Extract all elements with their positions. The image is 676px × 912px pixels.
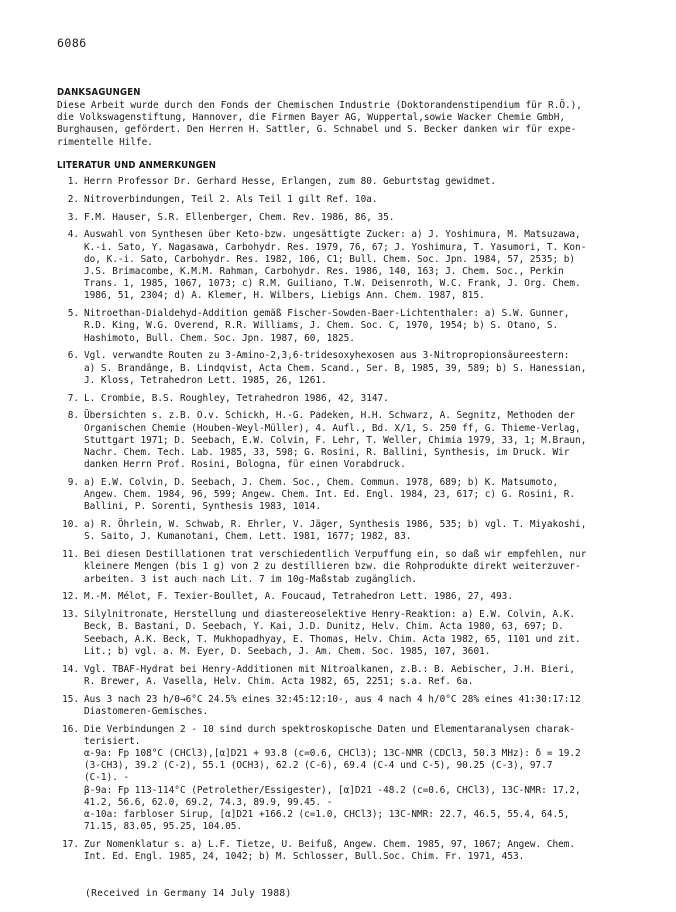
reference-text: Vgl. verwandte Routen zu 3-Amino-2,3,6-tridesoxyhexosen aus 3-Nitropropionsäureestern: a) S. Brandänge, B. Lindqvist, Acta Chem. Scand., Ser. B, 1985, 39, 589; b) S. Hanessian, J. Kloss, Tetrahedron Lett. 1985, 26, 1261. bbox=[84, 350, 587, 386]
reference-number: 8. bbox=[67, 410, 79, 422]
reference-number: 2. bbox=[67, 193, 79, 205]
reference-number: 6. bbox=[67, 350, 79, 362]
reference-text: M.-M. Mélot, F. Texier-Boullet, A. Foucaud, Tetrahedron Lett. 1986, 27, 493. bbox=[84, 591, 513, 603]
reference-item bbox=[57, 212, 667, 224]
reference-text: a) E.W. Colvin, D. Seebach, J. Chem. Soc., Chem. Commun. 1978, 689; b) K. Matsumoto, Angew. Chem. 1984, 96, 599; Angew. Chem. Int. Ed. Engl. 1984, 23, 617; c) G. Rosini, R. Ballini, P. Sorenti, Synthesis 1983, 1014. bbox=[84, 477, 576, 513]
reference-number: 5. bbox=[67, 308, 79, 320]
reference-list bbox=[57, 176, 667, 869]
reference-text: Herrn Professor Dr. Gerhard Hesse, Erlangen, zum 80. Geburtstag gewidmet. bbox=[84, 176, 497, 187]
acknowledgements-heading: DANKSAGUNGEN bbox=[57, 87, 141, 98]
reference-item bbox=[57, 176, 667, 188]
reference-text: Auswahl von Synthesen über Keto-bzw. ungesättigte Zucker: a) J. Yoshimura, M. Matsuzawa, K.-i. Sato, Y. Nagasawa, Carbohydr. Res. 1979, 76, 67; J. Yoshimura, T. Yasumori, T. Kon- do, K.-i. Sato, Carbohydr. Res. 1982, 106, C1; Bull. Chem. Soc. Jpn. 1984, 57, 2535; b) J.S. Brimacombe, K.M.M. Rahman, Carbohydr. Res. 1986, 140, 163; J. Chem. Soc., Perkin Trans. 1, 1985, 1067, 1073; c) R.M. Guiliano, T.W. Deisenroth, W.C. Frank, J. Org. Chem. 1986, 51, 2304; d) A. Klemer, H. Wilbers, Liebigs Ann. Chem. 1987, 815. bbox=[84, 229, 587, 302]
reference-number: 16. bbox=[62, 723, 79, 735]
reference-text: Nitroethan-Dialdehyd-Addition gemäß Fischer-Sowden-Baer-Lichtenthaler: a) S.W. Gunner, R.D. King, W.G. Overend, R.R. Williams, J. Chem. Soc. C, 1970, 1954; b) S. Otano, S. Hashimoto, Bull. Chem. Soc. Jpn. 1987, 60, 1825. bbox=[84, 308, 570, 344]
reference-number: 13. bbox=[62, 609, 79, 621]
reference-item bbox=[57, 519, 667, 543]
reference-item bbox=[57, 694, 667, 718]
reference-number: 9. bbox=[67, 477, 79, 489]
reference-number: 7. bbox=[67, 392, 79, 404]
reference-text: Zur Nomenklatur s. a) L.F. Tietze, U. Beifuß, Angew. Chem. 1985, 97, 1067; Angew. Chem. Int. Ed. Engl. 1985, 24, 1042; b) M. Schlosser, Bull.Soc. Chim. Fr. 1971, 453. bbox=[84, 839, 576, 863]
reference-number: 14. bbox=[62, 663, 79, 675]
reference-item bbox=[57, 229, 667, 302]
reference-text: Die Verbindungen 2 - 10 sind durch spektroskopische Daten und Elementaranalysen charak- terisiert. α-9a: Fp 108°C (CHCl3),[α]D21 + 93.8 (c=0.6, CHCl3); 13C-NMR (CDCl3, 50.3 MHz): δ = 19.2 (3-CH3), 39.2 (C-2), 55.1 (OCH3), 62.2 (C-6), 69.4 (C-4 und C-5), 90.25 (C-3), 97.7 (C-1). - β-9a: Fp 113-114°C (Petrolether/Essigester), [α]D21 -48.2 (c=0.6, CHCl3), 13C-NMR: 17.2, 41.2, 56.6, 62.0, 69.2, 74.3, 89.9, 99.45. - α-10a: farbloser Sirup, [α]D21 +166.2 (c=1.0, CHCl3); 13C-NMR: 22.7, 46.5, 55.4, 64.5, 71.15, 83.05, 95.25, 104.05. bbox=[84, 723, 581, 833]
reference-item bbox=[57, 350, 667, 387]
reference-item bbox=[57, 609, 667, 658]
reference-number: 15. bbox=[62, 693, 79, 705]
reference-item bbox=[57, 839, 667, 863]
reference-item bbox=[57, 194, 667, 206]
reference-item bbox=[57, 393, 667, 405]
page-number: 6086 bbox=[57, 36, 87, 50]
reference-text: Aus 3 nach 23 h/0→6°C 24.5% eines 32:45:12:10-, aus 4 nach 4 h/0°C 28% eines 41:30:17:12 Diastomeren-Gemisches. bbox=[84, 693, 581, 717]
reference-text: F.M. Hauser, S.R. Ellenberger, Chem. Rev. 1986, 86, 35. bbox=[84, 211, 395, 223]
reference-number: 11. bbox=[62, 549, 79, 561]
reference-item bbox=[57, 591, 667, 603]
reference-number: 10. bbox=[62, 519, 79, 531]
reference-item bbox=[57, 664, 667, 688]
references-heading: LITERATUR UND ANMERKUNGEN bbox=[57, 160, 217, 171]
reference-text: L. Crombie, B.S. Roughley, Tetrahedron 1986, 42, 3147. bbox=[84, 392, 389, 404]
acknowledgements-paragraph: Diese Arbeit wurde durch den Fonds der Chemischen Industrie (Doktorandenstipendium für R.Ö.), die Volkswagenstiftung, Hannover, die Firmen Bayer AG, Wuppertal,sowie Wacker Chemie GmbH, Burghausen, gefördert. Den Herren H. Sattler, G. Schnabel und S. Becker danken wir für expe- rimentelle Hilfe. bbox=[57, 100, 582, 148]
reference-item bbox=[57, 308, 667, 345]
reference-text: Nitroverbindungen, Teil 2. Als Teil 1 gilt Ref. 10a. bbox=[84, 193, 378, 205]
reference-item bbox=[57, 477, 667, 514]
reference-number: 12. bbox=[62, 591, 79, 603]
reference-item bbox=[57, 549, 667, 586]
reference-text: a) R. Öhrlein, W. Schwab, R. Ehrler, V. Jäger, Synthesis 1986, 535; b) vgl. T. Miyakoshi, S. Saito, J. Kumanotani, Chem. Lett. 1981, 1677; 1982, 83. bbox=[84, 519, 587, 543]
reference-number: 1. bbox=[67, 176, 79, 187]
received-date-line: (Received in Germany 14 July 1988) bbox=[85, 888, 292, 899]
reference-text: Bei diesen Destillationen trat verschiedentlich Verpuffung ein, so daß wir empfehlen, nur kleinere Mengen (bis 1 g) von 2 zu destillieren bzw. die Rohprodukte direkt weiterzuver- arbeiten. 3 ist auch nach Lit. 7 im 10g-Maßstab zugänglich. bbox=[84, 549, 587, 585]
reference-item bbox=[57, 410, 667, 471]
reference-number: 17. bbox=[62, 839, 79, 851]
reference-number: 3. bbox=[67, 211, 79, 223]
reference-text: Vgl. TBAF-Hydrat bei Henry-Additionen mit Nitroalkanen, z.B.: B. Aebischer, J.H. Bieri, R. Brewer, A. Vasella, Helv. Chim. Acta 1982, 65, 2251; s.a. Ref. 6a. bbox=[84, 663, 576, 687]
reference-text: Übersichten s. z.B. O.v. Schickh, H.-G. Padeken, H.H. Schwarz, A. Segnitz, Methoden der Organischen Chemie (Houben-Weyl-Müller), 4. Aufl., Bd. X/1, S. 250 ff, G. Thieme-Verlag, Stuttgart 1971; D. Seebach, E.W. Colvin, F. Lehr, T. Weller, Chimia 1979, 33, 1; M.Braun, Nachr. Chem. Tech. Lab. 1985, 33, 598; G. Rosini, R. Ballini, Synthesis, im Druck. Wir danken Herrn Prof. Rosini, Bologna, für einen Vorabdruck. bbox=[84, 410, 587, 471]
reference-text: Silylnitronate, Herstellung und diastereoselektive Henry-Reaktion: a) E.W. Colvin, A.K. Beck, B. Bastani, D. Seebach, Y. Kai, J.D. Dunitz, Helv. Chim. Acta 1980, 63, 697; D. Seebach, A.K. Beck, T. Mukhopadhyay, E. Thomas, Helv. Chim. Acta 1982, 65, 1101 und zit. Lit.; b) vgl. a. M. Eyer, D. Seebach, J. Am. Chem. Soc. 1985, 107, 3601. bbox=[84, 609, 581, 657]
reference-item bbox=[57, 724, 667, 834]
reference-number: 4. bbox=[67, 229, 79, 241]
